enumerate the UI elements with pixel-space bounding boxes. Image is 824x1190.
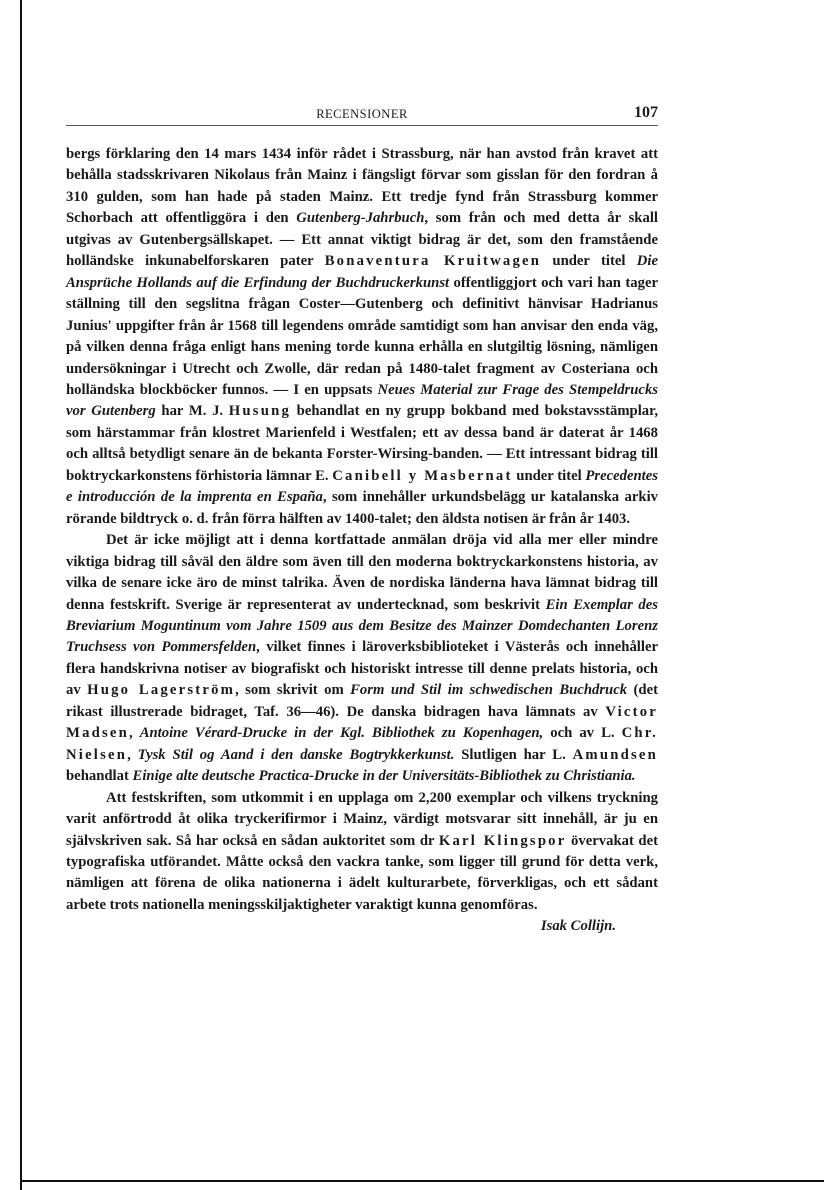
work-title: Gutenberg-Jahrbuch	[296, 210, 425, 227]
text-run: övervakat det typografiska utförandet. Måtte också den vackra tanke, som ligger till grund för detta verk, nämligen att förena de olika nationerna i ädelt kulturarbete, förverkligas, och ett sådant arbete trots nationella meningsskiljaktigheter varaktigt kunna genomföras.	[66, 832, 658, 913]
text-run: har M. J.	[155, 403, 229, 420]
work-title: Neues Material zur Frage des Stempeldrucks vor Gutenberg	[66, 381, 658, 420]
text-run: (det rikast illustrerade bidraget, Taf. 36—46). De danska bidragen hava lämnats av	[66, 682, 658, 720]
text-run: , som innehåller urkundsbelägg ur katalanska arkiv rörande bildtryck o. d. från förra hälften av 1400-talet; den äldsta notisen är från år 1403.	[66, 489, 658, 527]
text-run: Att festskriften, som utkommit i en upplaga om 2,200 exemplar och vilkens tryckning varit anförtrodd åt olika tryckerifirmor i Mainz, värdigt motsvarar sitt innehåll, är ju en självskriven sak. Så har också en sådan auktoritet som dr	[66, 789, 658, 849]
work-title: Einige alte deutsche Practica-Drucke in der Universitäts-Bibliothek zu Christiania.	[132, 768, 636, 785]
work-title: Precedentes e introducción de la imprenta en España	[66, 467, 658, 506]
text-run: Det är icke möjligt att i denna kortfattade anmälan dröja vid alla mer eller mindre viktiga bidrag till såväl den äldre som även till den moderna boktryckarkonstens historia, av vilka de senare icke äro de minst talrika. Även de nordiska länderna hava lämnat bidrag till denna festskrift. Sverige är representerat av undertecknad, som beskrivit	[66, 532, 658, 613]
person-name: Canibell y Masbernat	[332, 467, 513, 484]
text-run: behandlat en ny grupp bokband med bokstavsstämplar, som härstammar från klostret Marienfeld i Westfalen; ett av dessa band är daterat år 1468 och alltså betydligt senare än de bekanta Forster-Wirsing-banden. — Ett intressant bidrag till boktryckarkonstens förhistoria lämnar E.	[66, 403, 658, 484]
paragraph-2	[66, 530, 658, 787]
text-run: Slutligen har L.	[454, 746, 573, 763]
text-run: , vilket finnes i läroverksbiblioteket i Västerås och innehåller flera handskrivna notiser av biografiskt och historiskt intresse till denne prelats historia, och av	[66, 639, 658, 699]
person-name: Husung	[228, 403, 291, 420]
person-name: Chr. Nielsen	[66, 725, 659, 763]
text-run: ,	[127, 746, 138, 763]
text-run: , som skrivit om	[235, 682, 351, 699]
work-title: Antoine Vérard-Drucke in der Kgl. Bibliothek zu Kopenhagen,	[139, 725, 544, 742]
work-title: Ein Exemplar des Breviarium Moguntinum vom Jahre 1509 aus dem Besitze des Mainzer Domdechanten Lorenz Truchsess von Pommersfelden	[66, 596, 658, 656]
page-number: 107	[634, 104, 658, 121]
paragraph-3	[66, 788, 658, 917]
text-run: ,	[128, 725, 140, 742]
page-frame-bottom-edge	[20, 1180, 824, 1182]
person-name: Bonaventura Kruitwagen	[324, 253, 542, 270]
text-run: och av L.	[543, 725, 622, 742]
text-run: , som från och med detta år skall utgivas av Gutenbergsällskapet. — Ett annat viktigt bidrag är det, som den framstående holländske inkunabelforskaren pater	[66, 210, 658, 270]
paragraph-1	[66, 144, 658, 530]
work-title: Tysk Stil og Aand i den danske Bogtrykkerkunst.	[137, 746, 455, 763]
review-text	[66, 144, 658, 938]
work-title: Die Ansprüche Hollands auf die Erfindung der Buchdruckerkunst	[66, 253, 658, 291]
header-rule	[66, 125, 658, 126]
page-header	[66, 104, 658, 126]
text-run: under titel	[512, 467, 586, 484]
person-name: Karl Klingspor	[438, 832, 567, 849]
running-head: RECENSIONER	[316, 107, 408, 121]
person-name: Hugo Lagerström	[87, 682, 236, 699]
signature: Isak Collijn.	[540, 918, 616, 935]
text-run: under titel	[541, 253, 637, 270]
text-run: behandlat	[66, 768, 133, 785]
person-name: Victor Madsen	[66, 703, 658, 742]
page-frame-left-edge	[20, 0, 22, 1190]
person-name: Amundsen	[572, 746, 658, 763]
text-run: offentliggjort och vari han tager ställning till den segslitna frågan Coster—Gutenberg och definitivt hänvisar Hadrianus Junius' uppgifter från år 1568 till legendens område samtidigt som han anvisar den enda väg, på vilken denna fråga enligt hans mening torde kunna erhålla en slutgiltig lösning, nämligen undersökningar i Utrecht och Zwolle, där redan på 1480-talet fragment av Costeriana och holländska blockböcker funnos. — I en uppsats	[66, 274, 658, 398]
work-title: Form und Stil im schwedischen Buchdruck	[350, 682, 628, 699]
text-run: bergs förklaring den 14 mars 1434 inför rådet i Strassburg, när han avstod från kravet att behålla stadsskrivaren Nikolaus från Mainz i fängsligt förvar som gisslan för den fordran å 310 gulden, som han hade på staden Mainz. Ett tredje fynd från Strassburg kommer Schorbach att offentliggöra i den	[66, 146, 658, 227]
